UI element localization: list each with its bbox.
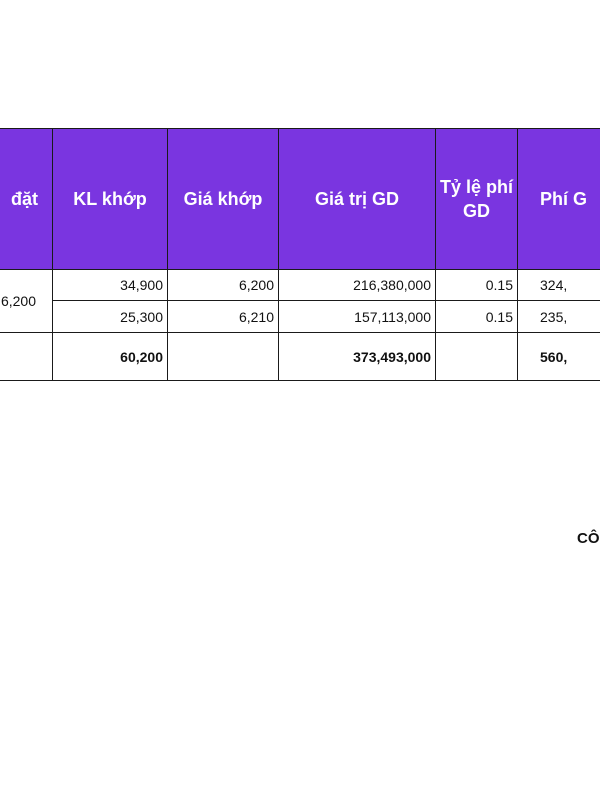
cell-phi-gd: 324,: [518, 270, 600, 301]
table-total-row: [0, 333, 600, 381]
cell-gia-khop: 6,210: [168, 301, 279, 333]
total-gia-tri-gd: 373,493,000: [279, 333, 436, 381]
cell-gia-khop: 6,200: [168, 270, 279, 301]
header-ty-le-phi-gd: [436, 129, 518, 270]
trade-table: [0, 128, 600, 381]
header-ty-le-phi-gd-label: Tỷ lệ phí GD: [439, 177, 513, 221]
total-empty-cell: [168, 333, 279, 381]
cut-off-heading-text: CÔ: [577, 530, 600, 547]
header-kl-khop: KL khớp: [53, 129, 168, 270]
total-kl-khop: 60,200: [53, 333, 168, 381]
header-gia-tri-gd: Giá trị GD: [279, 129, 436, 270]
cell-order-price: 6,200: [0, 270, 53, 333]
header-phi-gd: Phí G: [518, 129, 600, 270]
cell-kl-khop: 34,900: [53, 270, 168, 301]
table-row: [0, 301, 600, 333]
header-order-price: đặt: [0, 129, 53, 270]
table-row: [0, 270, 600, 301]
total-empty-cell: [436, 333, 518, 381]
total-phi-gd: 560,: [518, 333, 600, 381]
cell-gia-tri-gd: 157,113,000: [279, 301, 436, 333]
table-header-row: [0, 129, 600, 270]
cell-phi-gd: 235,: [518, 301, 600, 333]
cell-ty-le-phi: 0.15: [436, 301, 518, 333]
header-gia-khop: Giá khớp: [168, 129, 279, 270]
trade-table-wrapper: [0, 128, 600, 382]
cell-gia-tri-gd: 216,380,000: [279, 270, 436, 301]
cell-ty-le-phi: 0.15: [436, 270, 518, 301]
total-empty-cell: [0, 333, 53, 381]
cell-kl-khop: 25,300: [53, 301, 168, 333]
